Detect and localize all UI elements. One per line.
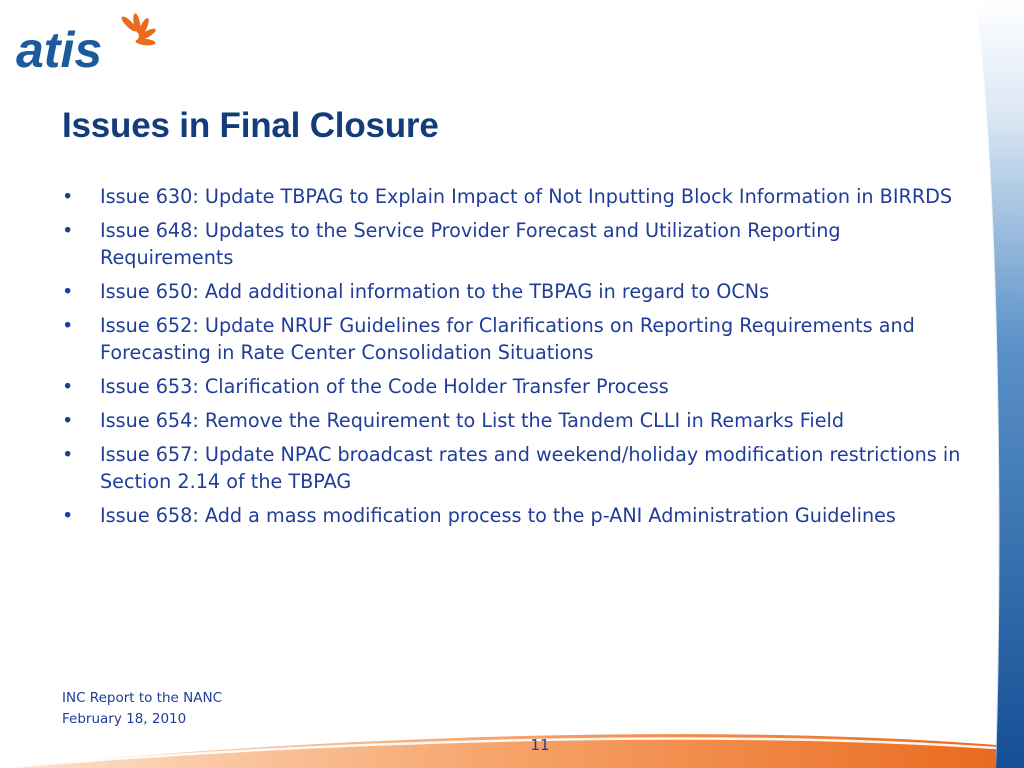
page-number: 11 — [530, 736, 550, 754]
issue-text: Issue 648: Updates to the Service Provider Forecast and Utilization Reporting Requirements — [100, 219, 841, 269]
bullet-icon: • — [62, 443, 74, 466]
issue-text: Issue 657: Update NPAC broadcast rates and weekend/holiday modification restrictions in Section 2.14 of the TBPAG — [100, 443, 961, 493]
right-blue-swoosh — [975, 0, 1024, 768]
logo-starburst-icon — [120, 13, 156, 46]
bullet-icon: • — [62, 504, 74, 527]
issue-text: Issue 652: Update NRUF Guidelines for Clarifications on Reporting Requirements and Forecasting in Rate Center Consolidation Situations — [100, 314, 915, 364]
footer-report-label: INC Report to the NANC — [62, 690, 222, 706]
issue-list-item — [62, 278, 967, 305]
issue-text: Issue 650: Add additional information to the TBPAG in regard to OCNs — [100, 280, 770, 303]
issue-text: Issue 653: Clarification of the Code Holder Transfer Process — [100, 375, 669, 398]
bottom-orange-swoosh — [0, 734, 996, 768]
slide-title: Issues in Final Closure — [62, 106, 439, 145]
bullet-icon: • — [62, 219, 74, 242]
issue-list-item — [62, 441, 967, 495]
bullet-icon: • — [62, 185, 74, 208]
issue-list-item — [62, 217, 967, 271]
logo-wordmark: atis — [16, 22, 103, 72]
issue-text: Issue 630: Update TBPAG to Explain Impact of Not Inputting Block Information in BIRRDS — [100, 185, 953, 208]
issue-list-item — [62, 183, 967, 210]
bullet-icon: • — [62, 375, 74, 398]
issue-text: Issue 654: Remove the Requirement to List the Tandem CLLI in Remarks Field — [100, 409, 845, 432]
bullet-icon: • — [62, 280, 74, 303]
footer-date: February 18, 2010 — [62, 711, 187, 727]
footer — [62, 688, 222, 730]
issue-list-item — [62, 312, 967, 366]
issue-list-item — [62, 407, 967, 434]
issue-text: Issue 658: Add a mass modification process to the p-ANI Administration Guidelines — [100, 504, 896, 527]
bullet-icon: • — [62, 409, 74, 432]
bullet-icon: • — [62, 314, 74, 337]
atis-logo — [16, 12, 156, 72]
issue-list-item — [62, 373, 967, 400]
issue-list-item — [62, 502, 967, 529]
issue-list — [62, 183, 967, 536]
